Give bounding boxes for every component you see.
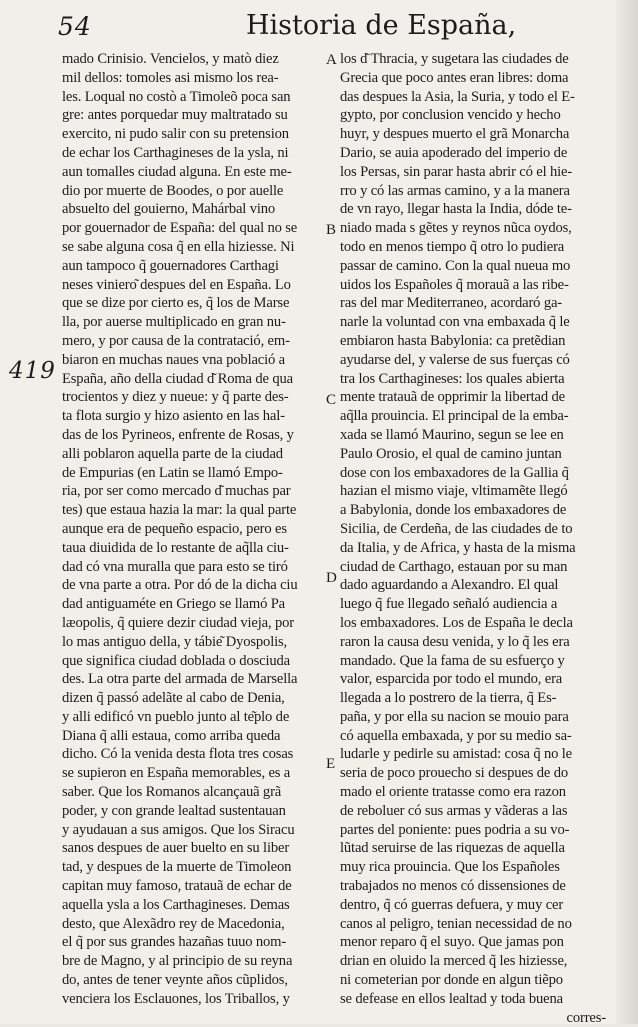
text-line: que significa ciudad doblada o dosciuda <box>62 652 290 669</box>
text-line: Diana q̃ alli estaua, como arriba queda <box>62 727 281 744</box>
text-line: de echar los Carthagineses de la ysla, ni <box>62 144 289 161</box>
section-marker-a: A <box>326 52 337 68</box>
text-line: saber. Que los Romanos alcançauã grã <box>62 784 282 801</box>
text-line: bre de Magno, y al principio de su reyna <box>62 953 293 970</box>
text-line: seria de poco prouecho si despues de do <box>340 765 568 782</box>
text-line: absuelto del gouierno, Mahárbal vino <box>62 201 276 218</box>
text-line: luego q̃ fue llegado señaló audiencia a <box>340 596 558 613</box>
text-line: mado el oriente tratasse como era razon <box>340 784 566 801</box>
text-line: das despues la Asia, la Suria, y todo el E- <box>340 88 575 105</box>
text-line: biaron en muchas naues vna població a <box>62 351 286 368</box>
text-line: a Babylonia, donde los embaxadores de <box>340 502 567 519</box>
page-header <box>50 6 610 46</box>
text-line: dad antiguaméte en Griego se llamó Pa <box>62 596 286 613</box>
text-line: ni cometerian por donde en algun tiẽpo <box>340 972 563 989</box>
running-title: Historia de España, <box>246 10 517 41</box>
text-line: dicho. Có la venida desta flota tres cosas <box>62 746 294 763</box>
text-line: aun tomalles ciudad alguna. En este me- <box>62 163 292 180</box>
text-line: mandado. Que la fama de su esfuerço y <box>340 652 565 669</box>
text-line: llegada a lo postrero de la tierra, q̃ Es- <box>340 690 557 707</box>
text-line: lũtad seruirse de las riquezas de aquella <box>340 840 565 857</box>
text-line: valor, esparcida por todo el mundo, era <box>340 671 563 688</box>
text-line: trocientos y diez y nueue: y q̃ parte des- <box>62 389 289 406</box>
text-line: de reboluer có sus armas y vãderas a las <box>340 802 568 819</box>
text-line: aquella ysla a los Carthagineses. Demas <box>62 896 290 913</box>
text-line: mero, y por causa de la contratació, em- <box>62 332 290 349</box>
text-line: exercito, ni pudo salir con su pretension <box>62 126 289 143</box>
text-line: dio por muerte de Boodes, o por auelle <box>62 182 284 199</box>
text-line: y alli edificó vn pueblo junto al te͂plo de <box>62 708 290 725</box>
margin-note-number: 419 <box>9 358 56 384</box>
text-line: desto, que Alexãdro rey de Macedonia, <box>62 915 285 932</box>
text-line: los Persas, sin parar hasta abrir có el hie- <box>340 163 573 180</box>
text-line: raron la causa desu venida, y lo q̃ les era <box>340 633 570 650</box>
text-line: das de los Pyrineos, enfrente de Rosas, y <box>62 426 294 443</box>
text-line: neses viniero͂ despues del en España. Lo <box>62 276 291 293</box>
text-line: dizen q̃ passó adelãte al cabo de Denia, <box>62 690 285 707</box>
text-line: uidos los Españoles q̃ morauã a las ribe- <box>340 276 569 293</box>
text-line: trabajados no menos có dissensiones de <box>340 878 566 895</box>
text-line: España, año della ciudad d͂ Roma de qua <box>62 370 293 387</box>
text-line: Sicilia, de Cerdeña, de las ciudades de to <box>340 520 573 537</box>
text-line: ria, por ser como mercado d͂ muchas par <box>62 483 291 500</box>
text-line: ras del mar Mediterraneo, acordaró ga- <box>340 295 563 312</box>
text-line: taua diuidida de lo restante de aq̃lla ciu- <box>62 539 289 556</box>
text-line: lla, por auerse multiplicado en gran nu- <box>62 314 286 331</box>
text-line: ciudad de Carthago, estauan por su man <box>340 558 568 575</box>
text-line: muy rica prouincia. Que los Españoles <box>340 859 560 876</box>
text-line: partes del poniente: pues podria a su vo- <box>340 821 570 838</box>
page-number: 54 <box>58 12 92 41</box>
text-line: tes) que estaua hazia la mar: la qual parte <box>62 502 297 519</box>
text-line: drian en oluido la merced q̃ les hiziesse, <box>340 953 568 970</box>
text-line: da Italia, y de Africa, y hasta de la misma <box>340 539 576 556</box>
text-line: de Empurias (en Latin se llamó Empo- <box>62 464 283 481</box>
text-line: dose con los embaxadores de la Gallia q̃ <box>340 464 569 481</box>
section-marker-c: C <box>326 392 337 408</box>
text-line: y ayudauan a sus amigos. Que los Siracu <box>62 821 295 838</box>
text-line: lo mas antiguo della, y tábie͂ Dyospolis, <box>62 633 288 650</box>
text-line: embiaron hasta Babylonia: ca pretẽdian <box>340 332 566 349</box>
text-line: hazian el mismo viaje, vltimamẽte llegó <box>340 483 568 500</box>
text-line: paña, y por ella su nacion se mouio para <box>340 708 569 725</box>
text-line: corres- <box>566 1009 606 1026</box>
text-line: gre: antes porquedar muy maltratado su <box>62 107 288 124</box>
text-line: Grecia que poco antes eran libres: doma <box>340 69 569 86</box>
text-line: aun tampoco q̃ gouernadores Carthagi <box>62 257 279 274</box>
text-line: les. Loqual no costò a Timoleõ poca san <box>62 88 291 105</box>
text-line: de vn rayo, llegar hasta la India, dóde te- <box>340 201 572 218</box>
text-line: dentro, q̃ có guerras defuera, y muy cer <box>340 896 564 913</box>
text-line: aunque era de pequeño espacio, pero es <box>62 520 287 537</box>
text-line: niado mada s gẽtes y reynos nũca oydos, <box>340 220 572 237</box>
text-line: ludarle y pedirle su amistad: cosa q̃ no le <box>340 746 572 763</box>
text-line: menor reparo q̃ el suyo. Que jamas pon <box>340 934 564 951</box>
text-line: mil dellos: tomoles asi mismo los rea- <box>62 69 279 86</box>
section-marker-d: D <box>326 570 337 586</box>
text-line: passar de camino. Con la qual nueua mo <box>340 257 571 274</box>
text-line: dado aguardando a Alexandro. El qual <box>340 577 559 594</box>
text-line: el q̃ por sus grandes hazañas tuuo nom- <box>62 934 287 951</box>
text-line: gypto, por conclusion vencido y hecho <box>340 107 561 124</box>
text-line: se sabe alguna cosa q̃ en ella hiziesse. Ni <box>62 238 295 255</box>
text-line: se supieron en España memorables, es a <box>62 765 291 782</box>
text-line: los embaxadores. Los de España le decla <box>340 614 573 631</box>
text-line: alli poblaron aquella parte de la ciudad <box>62 445 283 462</box>
text-line: canos al peligro, tenian necessidad de no <box>340 915 572 932</box>
text-line: se defease en ellos lealtad y toda buena <box>340 990 563 1007</box>
text-line: Dario, se auia apoderado del imperio de <box>340 144 568 161</box>
text-line: poder, y con grande lealtad sustentauan <box>62 802 286 819</box>
text-line: læopolis, q̃ quiere dezir ciudad vieja, por <box>62 614 294 631</box>
text-line: narle la voluntad con vna embaxada q̃ le <box>340 314 570 331</box>
text-line: ta flota surgio y hizo asiento en las hal- <box>62 408 285 425</box>
text-line: los d͂ Thracia, y sugetara las ciudades de <box>340 51 569 67</box>
text-line: dad có vna muralla que para esto se tiró <box>62 558 288 575</box>
section-marker-e: E <box>326 756 336 772</box>
text-line: aq̃lla prouincia. El principal de la emba- <box>340 408 569 425</box>
text-line: Paulo Orosio, el qual de camino juntan <box>340 445 562 462</box>
text-line: xada se llamó Maurino, segun se lee en <box>340 426 564 443</box>
text-line: todo en menos tiempo q̃ otro lo pudiera <box>340 238 565 255</box>
text-line: por gouernador de España: del qual no se <box>62 220 298 237</box>
text-column-right <box>340 50 606 1027</box>
text-line: sanos despues de auer buelto en su liber <box>62 840 290 857</box>
text-line: tad, y despues de la muerte de Timoleon <box>62 859 292 876</box>
text-line: venciera los Esclauones, los Triballos, y <box>62 990 290 1007</box>
text-line: mado Crinisio. Vencielos, y matò diez <box>62 51 279 67</box>
text-line: capitan muy famoso, tratauã de echar de <box>62 878 292 895</box>
section-marker-b: B <box>326 222 337 238</box>
text-line: huyr, y despues muerto el grã Monarcha <box>340 126 570 143</box>
text-line: que se dize por cierto es, q̃ los de Marse <box>62 295 290 312</box>
text-column-left <box>62 50 338 1009</box>
text-line: do, antes de tener veynte años cũplidos, <box>62 972 288 989</box>
text-line: de vna parte a otra. Por dó de la dicha ciu <box>62 577 298 594</box>
page-edge-shadow <box>616 0 638 1024</box>
text-line: mente tratauã de opprimir la libertad de <box>340 389 565 406</box>
text-line: có aquella embaxada, y por su medio sa- <box>340 727 572 744</box>
text-line: tra los Carthagineses: los quales abierta <box>340 370 565 387</box>
text-line: rro y có las armas camino, y a la manera <box>340 182 570 199</box>
text-line: des. La otra parte del armada de Marsella <box>62 671 298 688</box>
text-line: ayudarse del, y valerse de sus fuerças có <box>340 351 570 368</box>
